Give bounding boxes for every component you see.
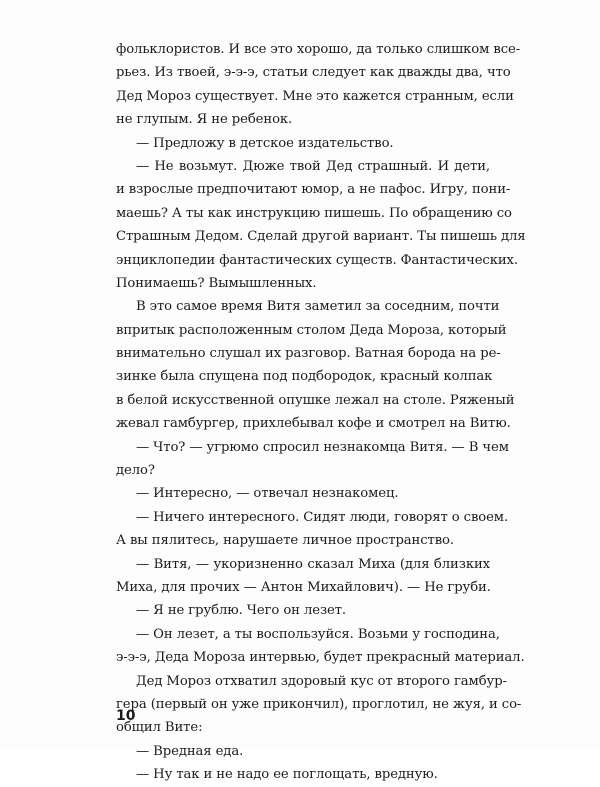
text-line: — Ну так и не надо ее поглощать, вредную. (136, 767, 438, 783)
text-line: э-э-э, Деда Мороза интервью, будет прекрасный материал. (116, 650, 525, 666)
text-line: Дед Мороз отхватил здоровый кус от второго гамбур- (136, 673, 507, 689)
text-line: Понимаешь? Вымышленных. (116, 275, 317, 291)
text-line: и взрослые предпочитают юмор, а не пафос. Игру, пони- (116, 182, 511, 198)
text-line: Миха, для прочих — Антон Михайлович). — Не груби. (116, 579, 491, 595)
text-line: В это самое время Витя заметил за соседним, почти (136, 299, 500, 315)
text-line: — Вредная еда. (136, 743, 244, 759)
text-line: энциклопедии фантастических существ. Фантастических. (116, 252, 518, 268)
text-line: впритык расположенным столом Деда Мороза, который (116, 322, 507, 338)
text-line: — Витя, — укоризненно сказал Миха (для близких (136, 556, 490, 572)
text-line: жевал гамбургер, прихлебывал кофе и смотрел на Витю. (116, 416, 511, 432)
text-line: фольклористов. И все это хорошо, да только слишком все- (116, 42, 521, 57)
text-line: гера (первый он уже прикончил), проглотил, не жуя, и со- (116, 696, 522, 712)
text-line: — Он лезет, а ты воспользуйся. Возьми у господина, (136, 626, 500, 642)
page-number: 10 (116, 708, 136, 724)
body-text (116, 38, 526, 787)
text-line: — Предложу в детское издательство. (136, 135, 394, 151)
text-line: в белой искусственной опушке лежал на столе. Ряженый (116, 392, 515, 408)
text-line: — Я не грублю. Чего он лезет. (136, 603, 347, 619)
text-line: — Что? — угрюмо спросил незнакомца Витя. — В чем (136, 439, 509, 455)
text-line: Дед Мороз существует. Мне это кажется странным, если (116, 88, 514, 104)
text-line: общил Вите: (116, 720, 203, 736)
text-line: — Не возьмут. Дюже твой Дед страшный. И дети, (136, 158, 490, 174)
text-line: не глупым. Я не ребенок. (116, 112, 293, 128)
text-line: — Ничего интересного. Сидят люди, говорят о своем. (136, 509, 509, 525)
text-line: А вы пялитесь, нарушаете личное пространство. (116, 533, 454, 549)
text-line: зинке была спущена под подбородок, красный колпак (116, 369, 493, 385)
text-line: — Интересно, — отвечал незнакомец. (136, 486, 399, 502)
text-line: рьез. Из твоей, э-э-э, статьи следует как дважды два, что (116, 65, 511, 81)
text-line: маешь? А ты как инструкцию пишешь. По обращению со (116, 205, 512, 221)
text-line: внимательно слушал их разговор. Ватная борода на ре- (116, 346, 501, 362)
text-line: Страшным Дедом. Сделай другой вариант. Ты пишешь для (116, 229, 526, 245)
text-line: дело? (116, 463, 155, 479)
